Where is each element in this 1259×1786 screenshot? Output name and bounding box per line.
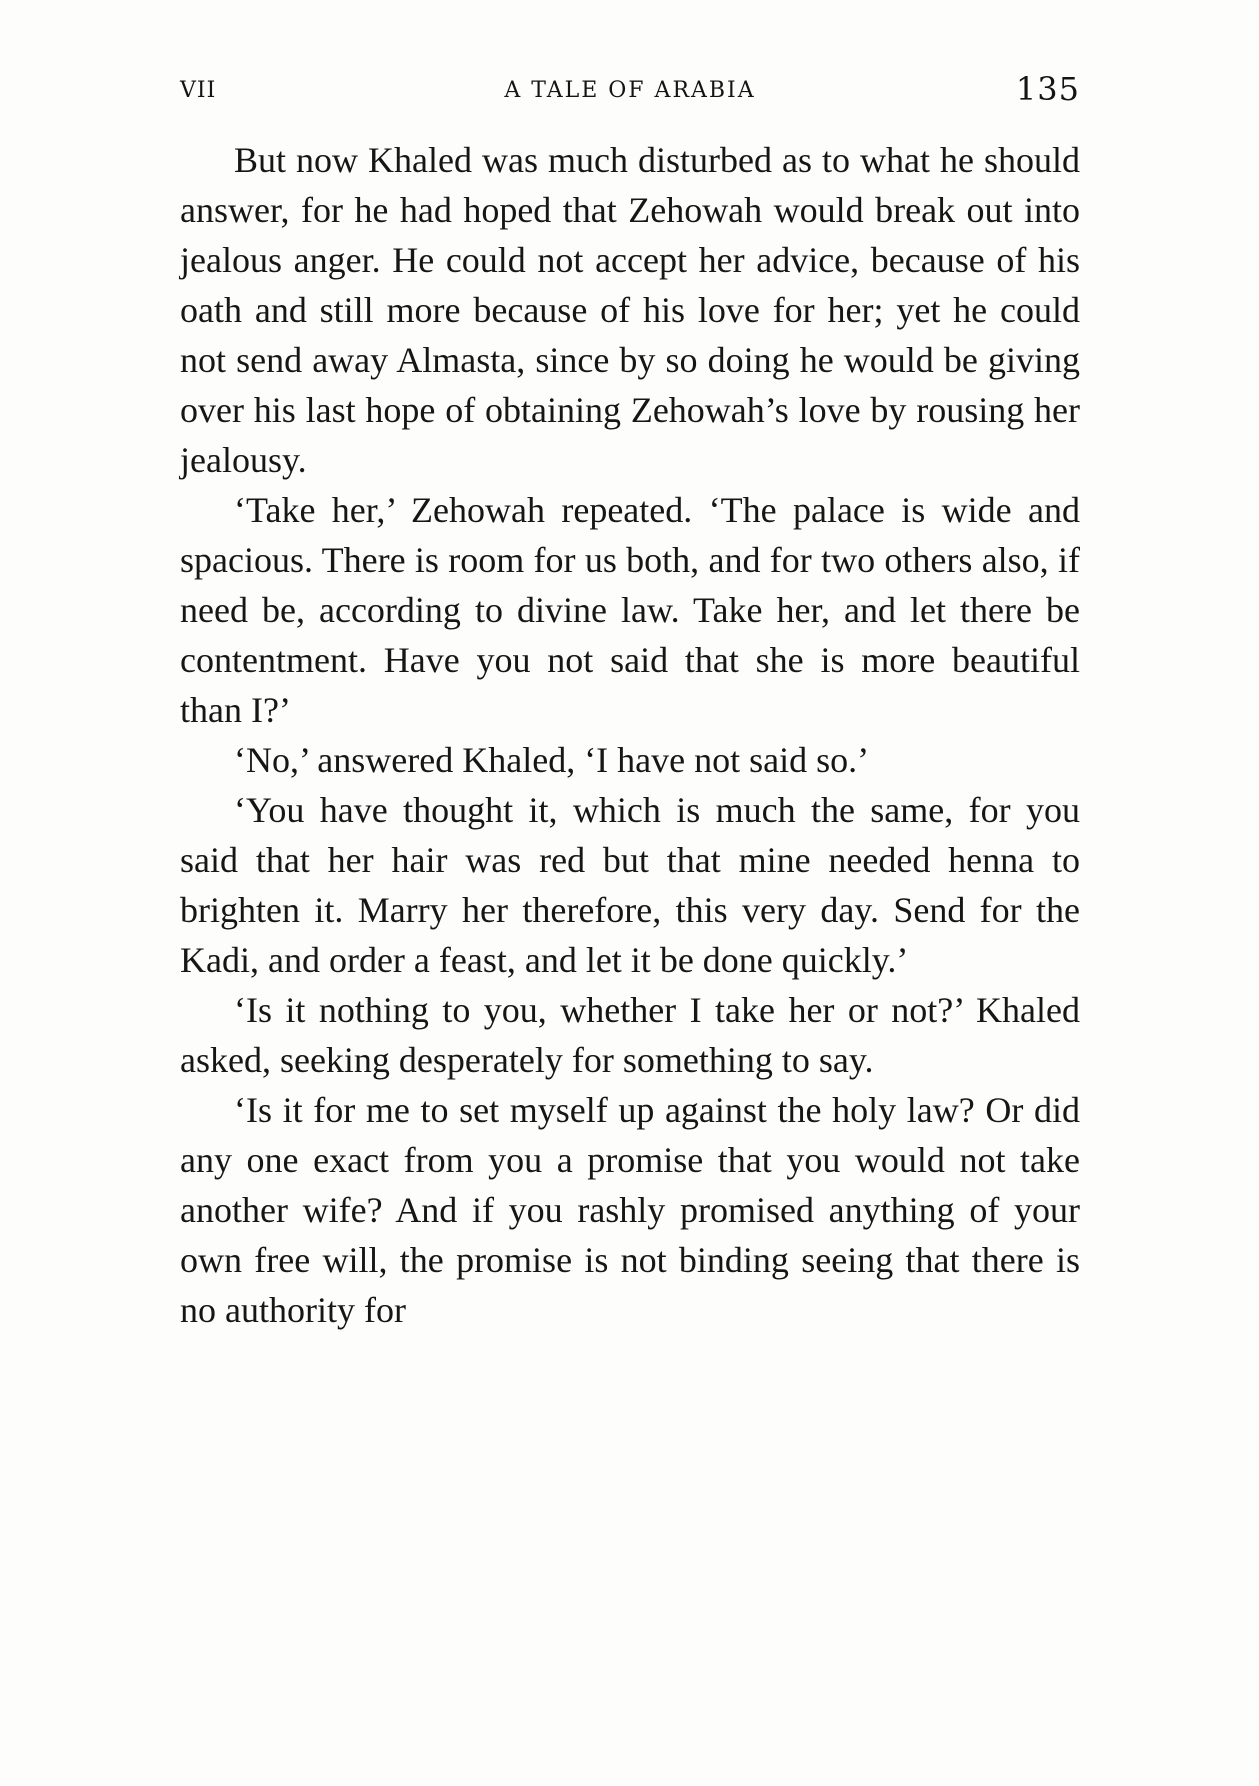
paragraph: ‘Take her,’ Zehowah repeated. ‘The palace is wide and spacious. There is room for us both, and for two others also, if need be, according to divine law. Take her, and let there be contentment. Have you not said that she is more beautiful than I?’ [180,490,1080,730]
paragraph: ‘Is it for me to set myself up against the holy law? Or did any one exact from you a promise that you would not take another wife? And if you rashly promised anything of your own free will, the promise is not binding seeing that there is no authority for [180,1090,1080,1330]
paragraph: ‘Is it nothing to you, whether I take her or not?’ Khaled asked, seeking desperately for something to say. [180,990,1080,1080]
body-text [180,135,1080,1335]
chapter-number: VII [180,78,217,103]
running-head [180,70,1080,110]
paragraph: ‘You have thought it, which is much the same, for you said that her hair was red but that mine needed henna to brighten it. Marry her therefore, this very day. Send for the Kadi, and order a feast, and let it be done quickly.’ [180,790,1080,980]
paragraph: ‘No,’ answered Khaled, ‘I have not said so.’ [234,740,870,780]
page-number: 135 [1015,70,1080,108]
paragraph: But now Khaled was much disturbed as to what he should answer, for he had hoped that Zehowah would break out into jealous anger. He could not accept her advice, because of his oath and still more because of his love for her; yet he could not send away Almasta, since by so doing he would be giving over his last hope of obtaining Zehowah’s love by rousing her jealousy. [180,140,1080,480]
running-title: A TALE OF ARABIA [504,78,756,103]
